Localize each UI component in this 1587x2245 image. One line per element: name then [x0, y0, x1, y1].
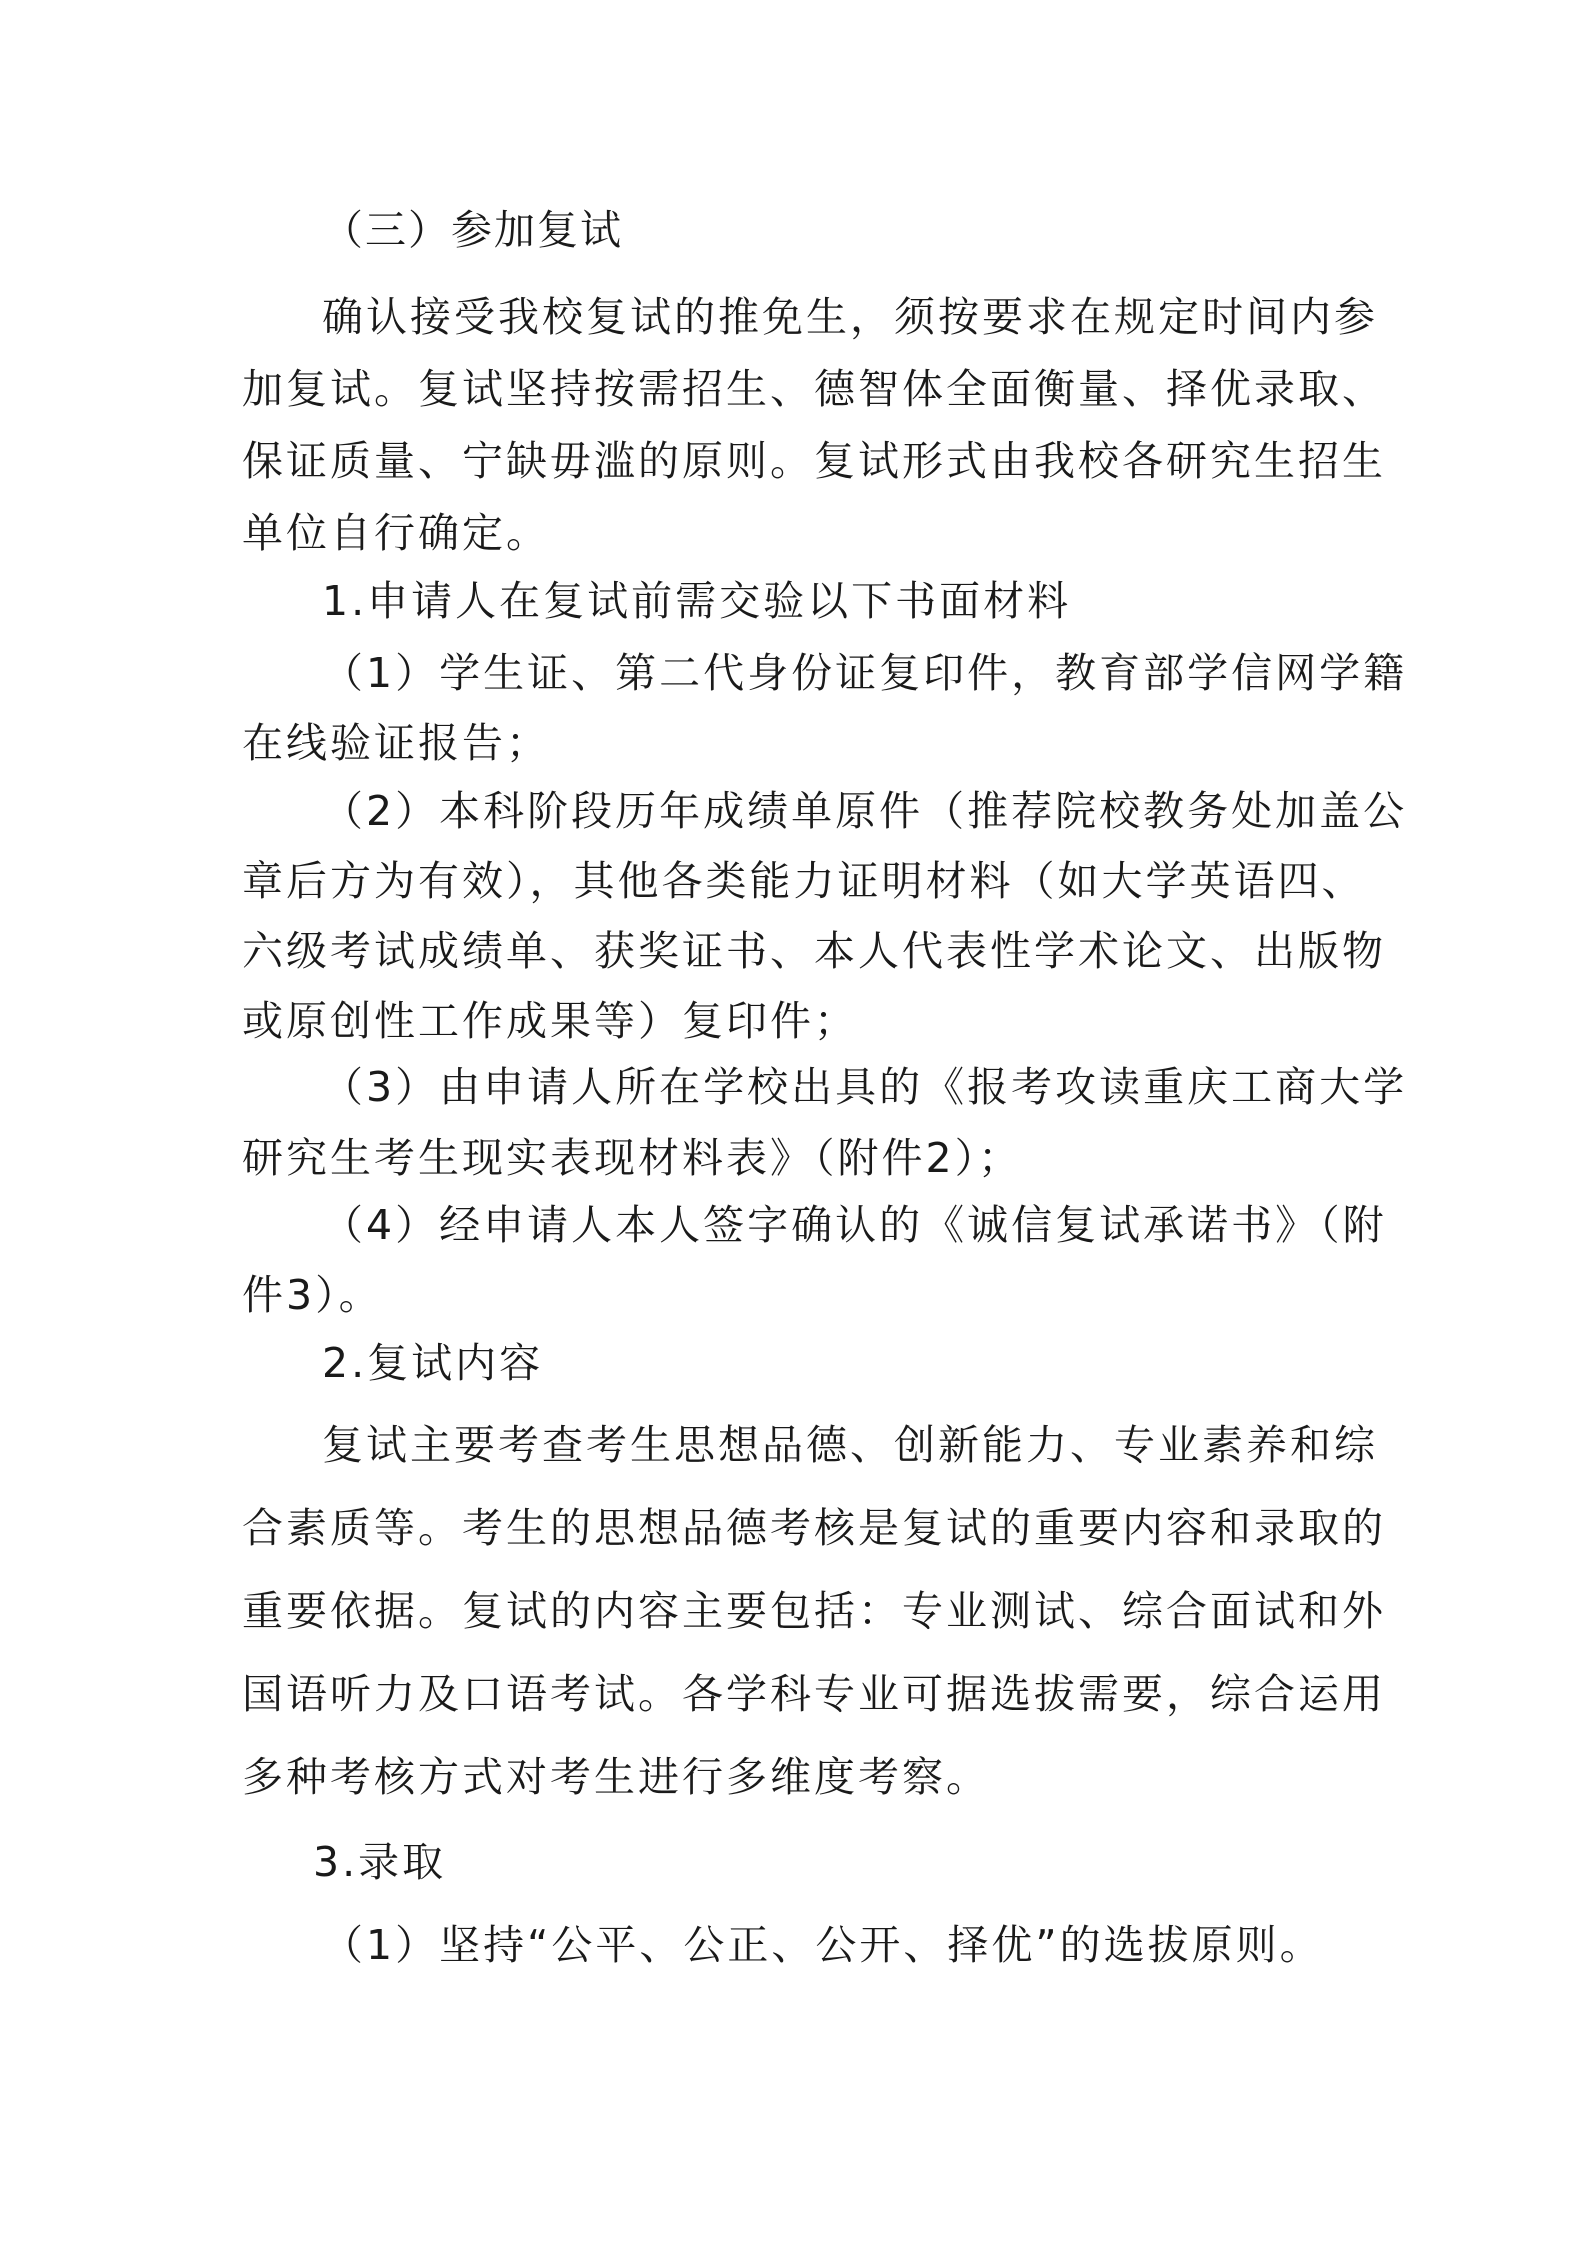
content-line-5: 多种考核方式对考生进行多维度考察。	[242, 1753, 990, 1801]
item-1-line-2: 在线验证报告；	[242, 719, 550, 767]
intro-line-4: 单位自行确定。	[242, 509, 550, 557]
item-2-line-1: （2）本科阶段历年成绩单原件（推荐院校教务处加盖公	[322, 787, 1408, 835]
item-2-line-4: 或原创性工作成果等）复印件；	[242, 997, 858, 1045]
item-3-line-2: 研究生考生现实表现材料表》（附件2）；	[242, 1134, 1023, 1182]
subsection-2-title: 2.复试内容	[322, 1339, 544, 1387]
content-line-3: 重要依据。复试的内容主要包括：专业测试、综合面试和外	[242, 1587, 1386, 1635]
item-2-line-3: 六级考试成绩单、获奖证书、本人代表性学术论文、出版物	[242, 927, 1386, 975]
content-line-1: 复试主要考查考生思想品德、创新能力、专业素养和综	[322, 1421, 1378, 1469]
intro-line-3: 保证质量、宁缺毋滥的原则。复试形式由我校各研究生招生	[242, 437, 1386, 485]
admission-item-1: （1）坚持“公平、公正、公开、择优”的选拔原则。	[322, 1921, 1324, 1969]
item-4-line-2: 件3）。	[242, 1271, 383, 1319]
item-1-line-1: （1）学生证、第二代身份证复印件，教育部学信网学籍	[322, 649, 1408, 697]
item-4-line-1: （4）经申请人本人签字确认的《诚信复试承诺书》（附	[322, 1201, 1387, 1249]
intro-line-2: 加复试。复试坚持按需招生、德智体全面衡量、择优录取、	[242, 365, 1386, 413]
intro-line-1: 确认接受我校复试的推免生，须按要求在规定时间内参	[322, 293, 1378, 341]
item-3-line-1: （3）由申请人所在学校出具的《报考攻读重庆工商大学	[322, 1063, 1408, 1111]
section-heading: （三）参加复试	[322, 206, 623, 254]
content-line-4: 国语听力及口语考试。各学科专业可据选拔需要，综合运用	[242, 1670, 1386, 1718]
subsection-3-title: 3.录取	[313, 1838, 447, 1886]
item-2-line-2: 章后方为有效），其他各类能力证明材料（如大学英语四、	[242, 857, 1366, 905]
content-line-2: 合素质等。考生的思想品德考核是复试的重要内容和录取的	[242, 1504, 1386, 1552]
subsection-1-title: 1.申请人在复试前需交验以下书面材料	[322, 577, 1072, 625]
